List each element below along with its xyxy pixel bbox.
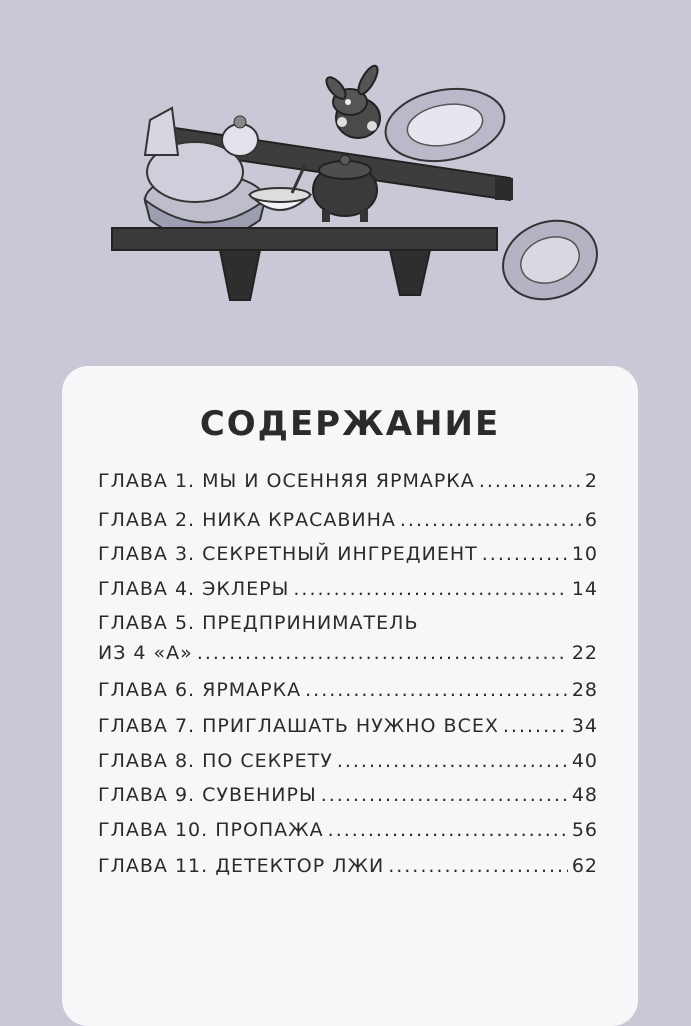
leader-dots <box>479 470 581 492</box>
leader-dots <box>197 642 568 664</box>
page-number: 28 <box>571 679 598 701</box>
leader-dots <box>328 819 568 841</box>
chapter-title: ГЛАВА 4. ЭКЛЕРЫ <box>98 578 290 600</box>
page-number: 22 <box>571 642 598 664</box>
toc-title: СОДЕРЖАНИЕ <box>199 404 501 444</box>
hen-basket <box>145 108 265 240</box>
chapter-title-line1[interactable]: ГЛАВА 5. ПРЕДПРИНИМАТЕЛЬ <box>98 612 419 634</box>
leader-dots <box>337 750 568 772</box>
bunny-figure <box>323 63 381 138</box>
leader-dots <box>321 784 568 806</box>
lower-shelf <box>112 228 497 300</box>
page-number: 34 <box>571 715 598 737</box>
page-number: 40 <box>571 750 598 772</box>
leader-dots <box>482 543 568 565</box>
toc-entry[interactable] <box>98 642 598 664</box>
page-number: 6 <box>584 509 598 531</box>
toc-entry[interactable] <box>98 819 598 841</box>
page-number: 48 <box>571 784 598 806</box>
toc-entry[interactable] <box>98 715 598 737</box>
plate-bottom <box>492 208 608 312</box>
pot <box>313 155 377 222</box>
chapter-title: ГЛАВА 8. ПО СЕКРЕТУ <box>98 750 333 772</box>
chapter-title: ГЛАВА 6. ЯРМАРКА <box>98 679 302 701</box>
toc-entry[interactable] <box>98 784 598 806</box>
page-number: 62 <box>571 855 598 877</box>
toc-entry[interactable] <box>98 855 598 877</box>
chapter-title: ГЛАВА 9. СУВЕНИРЫ <box>98 784 317 806</box>
page-number: 10 <box>571 543 598 565</box>
toc-entry[interactable] <box>98 509 598 531</box>
toc-entry[interactable] <box>98 578 598 600</box>
chapter-title: ГЛАВА 11. ДЕТЕКТОР ЛЖИ <box>98 855 385 877</box>
chapter-title: ГЛАВА 3. СЕКРЕТНЫЙ ИНГРЕДИЕНТ <box>98 543 478 565</box>
toc-entry[interactable] <box>98 750 598 772</box>
leader-dots <box>388 855 568 877</box>
plate-top <box>380 80 510 170</box>
chapter-title: ГЛАВА 1. МЫ И ОСЕННЯЯ ЯРМАРКА <box>98 470 475 492</box>
page-number: 56 <box>571 819 598 841</box>
page-number: 2 <box>584 470 598 492</box>
leader-dots <box>305 679 568 701</box>
leader-dots <box>400 509 581 531</box>
chapter-title: ГЛАВА 7. ПРИГЛАШАТЬ НУЖНО ВСЕХ <box>98 715 499 737</box>
page-number: 14 <box>571 578 598 600</box>
chapter-title: ГЛАВА 2. НИКА КРАСАВИНА <box>98 509 396 531</box>
toc-entry[interactable] <box>98 543 598 565</box>
leader-dots <box>293 578 567 600</box>
chapter-title-line2: ИЗ 4 «А» <box>98 642 193 664</box>
toc-entry[interactable] <box>98 470 598 492</box>
shelves-illustration <box>100 60 620 320</box>
leader-dots <box>503 715 568 737</box>
chapter-title: ГЛАВА 10. ПРОПАЖА <box>98 819 324 841</box>
table-of-contents-card <box>62 366 638 1026</box>
toc-entry[interactable] <box>98 679 598 701</box>
